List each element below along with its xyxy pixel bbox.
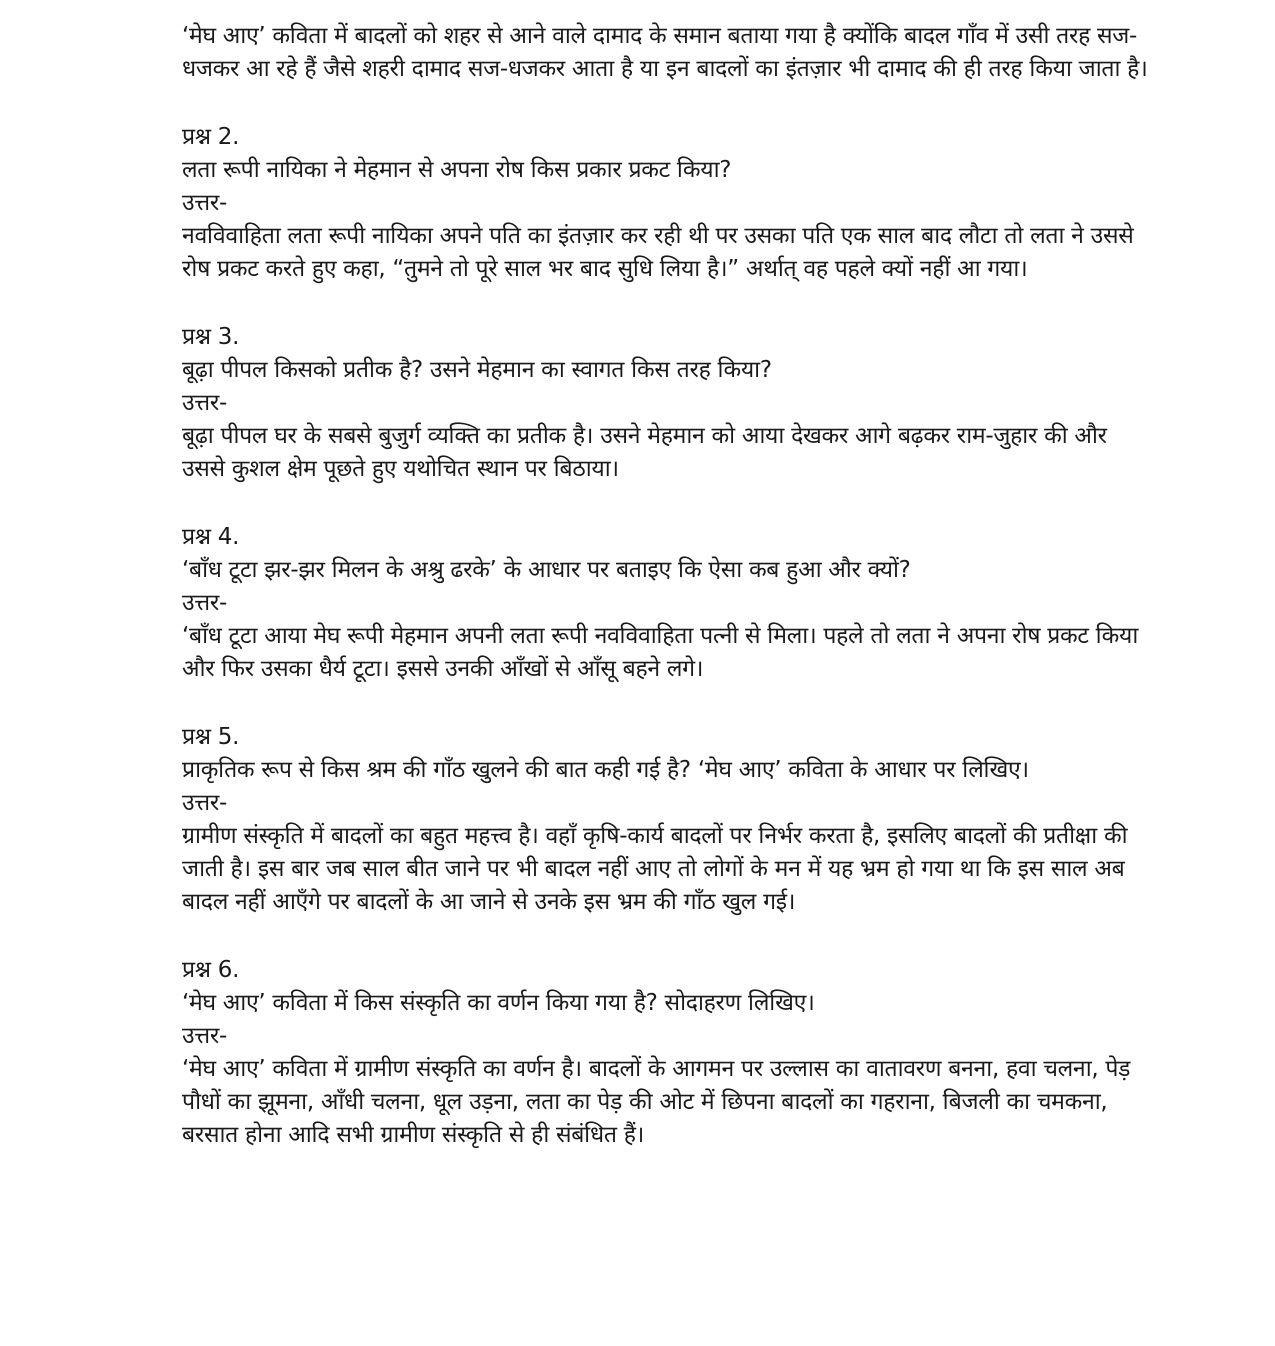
question-number: प्रश्न 6. [182,957,240,983]
question-number: प्रश्न 2. [182,124,240,150]
question-number: प्रश्न 5. [182,724,240,750]
answer-label: उत्तर- [182,790,228,816]
question-number: प्रश्न 3. [182,324,240,350]
question-block-4 [182,521,1154,686]
intro-answer-text: ‘मेघ आए’ कविता में बादलों को शहर से आने वाले दामाद के समान बताया गया है क्योंकि बादल गाँव में उसी तरह सज-धजकर आ रहे हैं जैसे शहरी दामाद सज-धजकर आता है या इन बादलों का इंतज़ार भी दामाद की ही तरह किया जाता है। [182,23,1148,82]
question-block-2 [182,121,1154,286]
question-text: बूढ़ा पीपल किसको प्रतीक है? उसने मेहमान का स्वागत किस तरह किया? [182,357,772,383]
answer-text: ‘मेघ आए’ कविता में ग्रामीण संस्कृति का वर्णन है। बादलों के आगमन पर उल्लास का वातावरण बनना, हवा चलना, पेड़ पौधों का झूमना, आँधी चलना, धूल उड़ना, लता का पेड़ की ओट में छिपना बादलों का गहराना, बिजली का चमकना, बरसात होना आदि सभी ग्रामीण संस्कृति से ही संबंधित हैं। [182,1056,1131,1148]
question-number: प्रश्न 4. [182,524,240,550]
answer-label: उत्तर- [182,590,228,616]
question-block-5 [182,721,1154,919]
answer-label: उत्तर- [182,190,228,216]
question-text: प्राकृतिक रूप से किस श्रम की गाँठ खुलने की बात कही गई है? ‘मेघ आए’ कविता के आधार पर लिखिए। [182,757,1029,783]
answer-text: ‘बाँध टूटा आया मेघ रूपी मेहमान अपनी लता रूपी नवविवाहिता पत्नी से मिला। पहले तो लता ने अपना रोष प्रकट किया और फिर उसका धैर्य टूटा। इससे उनकी आँखों से आँसू बहने लगे। [182,623,1138,682]
question-text: ‘मेघ आए’ कविता में किस संस्कृति का वर्णन किया गया है? सोदाहरण लिखिए। [182,990,815,1016]
answer-text: ग्रामीण संस्कृति में बादलों का बहुत महत्त्व है। वहाँ कृषि-कार्य बादलों पर निर्भर करता है, इसलिए बादलों की प्रतीक्षा की जाती है। इस बार जब साल बीत जाने पर भी बादल नहीं आए तो लोगों के मन में यह भ्रम हो गया था कि इस साल अब बादल नहीं आएँगे पर बादलों के आ जाने से उनके इस भ्रम की गाँठ खुल गई। [182,823,1128,915]
question-text: ‘बाँध टूटा झर-झर मिलन के अश्रु ढरके’ के आधार पर बताइए कि ऐसा कब हुआ और क्यों? [182,557,911,583]
answer-label: उत्तर- [182,1023,228,1049]
document-page [182,20,1154,1152]
answer-text: नवविवाहिता लता रूपी नायिका अपने पति का इंतज़ार कर रही थी पर उसका पति एक साल बाद लौटा तो लता ने उससे रोष प्रकट करते हुए कहा, “तुमने तो पूरे साल भर बाद सुधि लिया है।” अर्थात् वह पहले क्यों नहीं आ गया। [182,223,1134,282]
answer-text: बूढ़ा पीपल घर के सबसे बुजुर्ग व्यक्ति का प्रतीक है। उसने मेहमान को आया देखकर आगे बढ़कर राम-जुहार की और उससे कुशल क्षेम पूछते हुए यथोचित स्थान पर बिठाया। [182,423,1107,482]
answer-label: उत्तर- [182,390,228,416]
question-text: लता रूपी नायिका ने मेहमान से अपना रोष किस प्रकार प्रकट किया? [182,157,732,183]
question-block-6 [182,954,1154,1152]
question-block-3 [182,321,1154,486]
